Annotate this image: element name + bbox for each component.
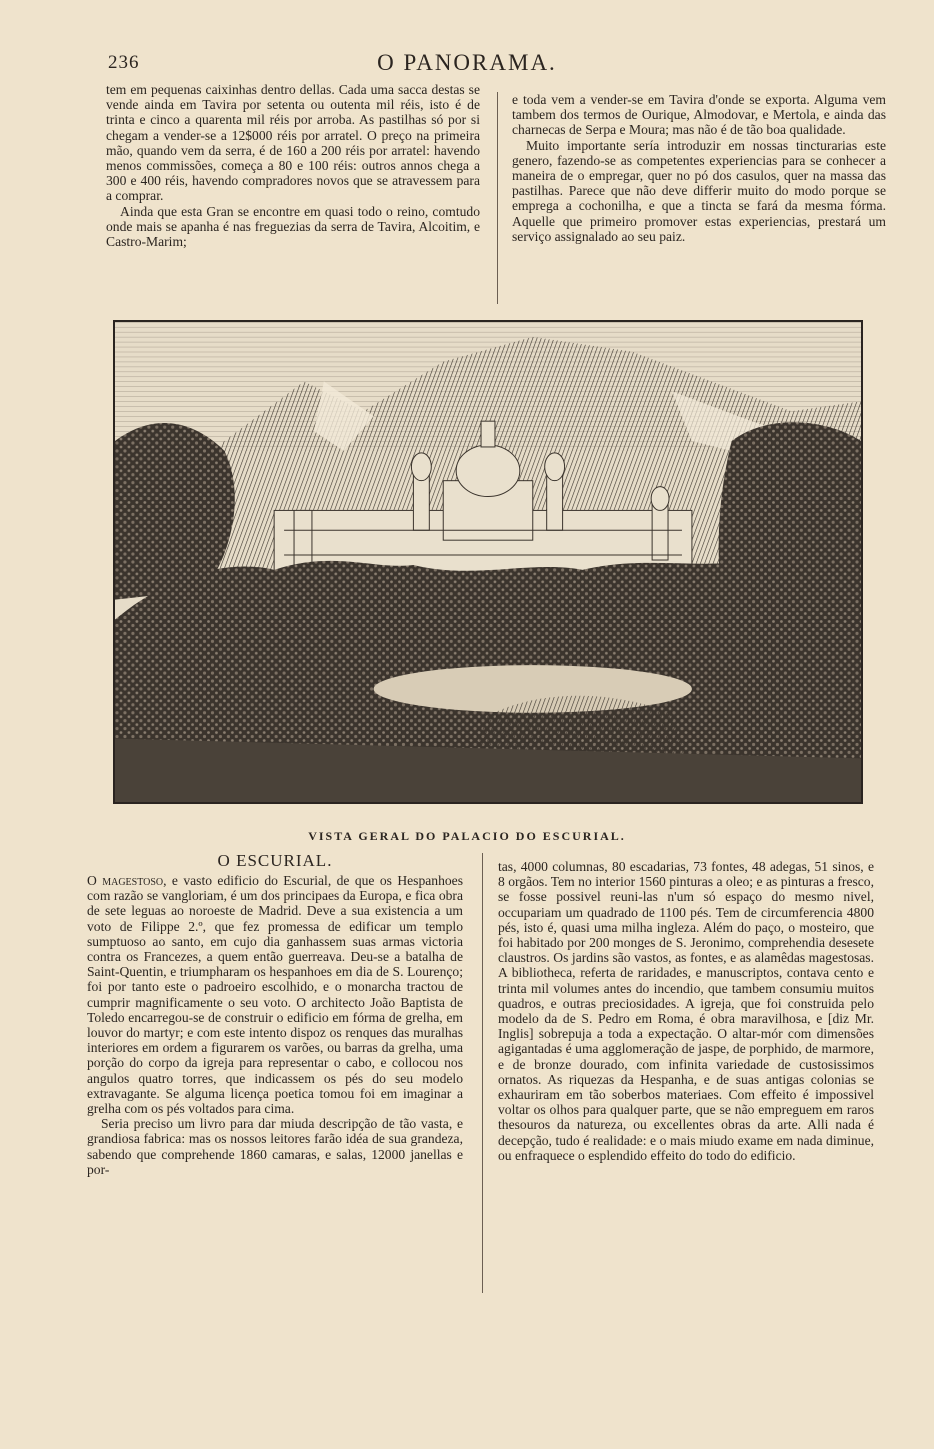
escorial-engraving xyxy=(113,320,863,804)
article-title: O ESCURIAL. xyxy=(217,851,333,870)
article-left-column xyxy=(87,873,463,1177)
running-title: O PANORAMA. xyxy=(377,50,557,75)
page-number: 236 xyxy=(108,52,140,73)
top-right-column xyxy=(512,92,886,244)
paragraph-text: e vasto edificio do Escurial, de que os Hespanhoes com razão se vangloriam, é um dos principaes da Europa, e fica obra de sete leguas ao noroeste de Madrid. Deve a sua existencia a um voto de Filippe 2.º, que fez promessa de edificar um templo sumptuoso ao santo, em cujo dia ganhassem suas armas victoria contra os Francezes, a quem então guerreava. Deu-se a batalha de Saint-Quentin, e triumpharam os hespanhoes em dia de S. Lourenço; foi por tanto este o padroeiro escolhido, e o monarcha tractou de cumprir magnificamente o seu voto. O architecto João Baptista de Toledo encarregou-se de construir o edificio em fórma de grelha, em louvor do martyr; e com este intento dispoz os renques das muralhas interiores em ordem a figurarem os varões, ou barras da grelha, uma porção do corpo da igreja para representar o cabo, e collocou nos angulos quatro torres, que indicassem os pés do seu modelo extravagante. Se alguma licença poetica tomou foi em imaginar a grelha com os pés voltados para cima. xyxy=(87,873,463,1117)
lead-word: O magestoso, xyxy=(87,873,167,888)
column-rule xyxy=(497,92,498,304)
paragraph: Muito importante sería introduzir em nossas tincturarias este genero, fazendo-se as competentes experiencias para se conhecer a maneira de o empregar, quer no pó dos casulos, quer na massa das pastilhas. Parece que não deve differir muito do modo porque se emprega a cochonilha, e que a tincta se fará da mesma fórma. Aquelle que primeiro promover estas experiencias, prestará um serviço assignalado ao seu paiz. xyxy=(512,137,886,244)
top-left-column xyxy=(106,82,480,249)
paragraph: Ainda que esta Gran se encontre em quasi todo o reino, comtudo onde mais se apanha é nas freguezias da serra de Tavira, Alcoitim, e Castro-Marim; xyxy=(106,203,480,250)
column-rule xyxy=(482,853,483,1293)
paragraph xyxy=(87,873,463,1116)
article-right-column xyxy=(498,859,874,1163)
paragraph: tas, 4000 columnas, 80 escadarias, 73 fontes, 48 adegas, 51 sinos, e 8 orgãos. Tem no interior 1560 pinturas a oleo; e as pinturas a fresco, se fosse possivel reuni-las n'um só espaço do mesmo nivel, occupariam um quadrado de 1100 pés. Tem de circumferencia 4800 pés, isto é, quasi uma milha ingleza. Além do paço, o mosteiro, que foi habitado por 200 monges de S. Jeronimo, comprehendia desesete claustros. Os jardins são vastos, as fontes, e as alamêdas magestosas. A bibliotheca, referta de raridades, e manuscriptos, contava cento e trinta mil volumes antes do incendio, que tambem consumiu muitos quadros, e outras preciosidades. A igreja, que foi construida pelo modelo da de S. Pedro em Roma, é obra maravilhosa, e [diz Mr. Inglis] sobrepuja a toda a expectação. O altar-mór com dimensões agigantadas é uma agglomeração de jaspe, de porphido, de marmore, e de bronze dourado, com infinita variedade de custosissimos ornatos. As riquezas da Hespanha, e de suas antigas colonias se exhauriram em tão soberbos materiaes. Com effeito é impossivel voltar os olhos para qualquer parte, que se não empreguem em raros thesouros da natureza, ou excellentes obras da arte. Alli nada é decepção, tudo é realidade: e o mais miudo exame em nada diminue, ou enfraquece o esplendido effeito do todo do edificio. xyxy=(498,859,874,1163)
paragraph: tem em pequenas caixinhas dentro dellas. Cada uma sacca destas se vende ainda em Tavira por setenta ou outenta mil réis, isto é de trinta e cinco a quarenta mil réis por arroba. As pastilhas só por si chegam a vender-se a 12$000 réis por arratel. O preço na primeira mão, quando vem da serra, é de 160 a 200 réis por arratel: havendo menos commissões, começa a 80 e 100 réis: outros annos chega a 300 e 400 réis, havendo compradores novos que se atravessem para a comprar. xyxy=(106,82,480,204)
paragraph: Seria preciso um livro para dar miuda descripção de tão vasta, e grandiosa fabrica: mas os nossos leitores farão idéa de sua grandeza, sabendo que comprehende 1860 camaras, e salas, 12000 janellas e por- xyxy=(87,1116,463,1177)
paragraph: e toda vem a vender-se em Tavira d'onde se exporta. Alguma vem tambem dos termos de Ourique, Almodovar, e Mertola, e ainda das charnecas de Serpa e Moura; mas não é de tão boa qualidade. xyxy=(512,92,886,138)
figure-caption: VISTA GERAL DO PALACIO DO ESCURIAL. xyxy=(308,829,626,843)
